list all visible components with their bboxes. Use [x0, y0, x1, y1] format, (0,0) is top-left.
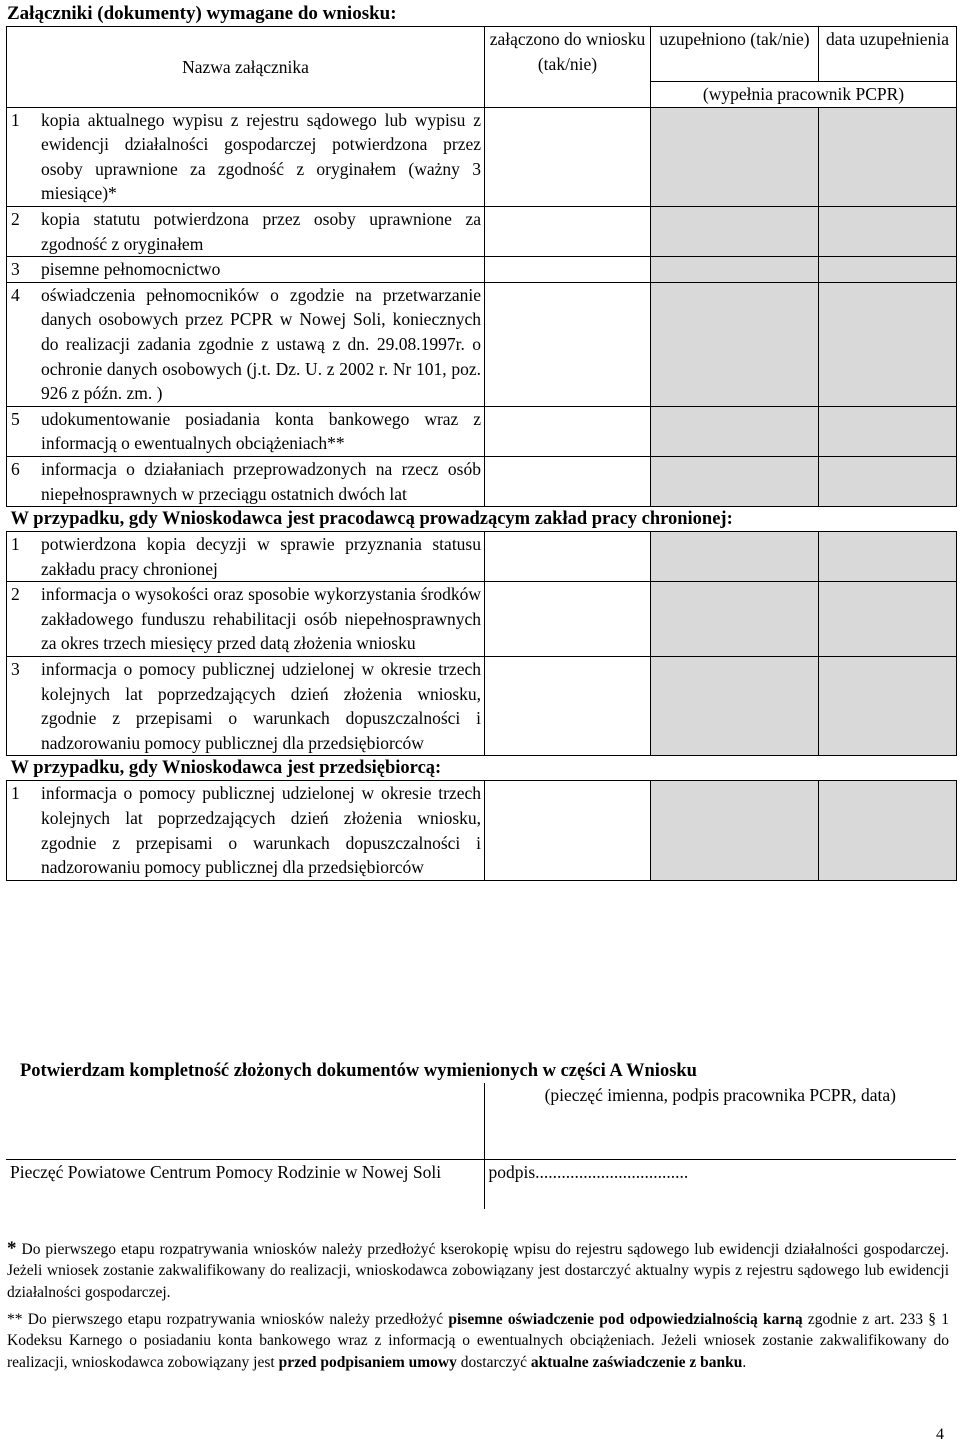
- office-stamp-label: Pieczęć Powiatowe Centrum Pomocy Rodzinie w Nowej Soli: [6, 1159, 484, 1209]
- item-text: potwierdzona kopia decyzji w sprawie przyznania statusu zakładu pracy chronionej: [41, 534, 481, 579]
- item-number: 1: [11, 783, 20, 804]
- section-employer-heading: W przypadku, gdy Wnioskodawca jest pracodawcą prowadzącym zakład pracy chronionej:: [7, 507, 957, 532]
- attachment-row: [7, 582, 957, 657]
- attachment-name-cell: [7, 657, 485, 756]
- item-number: 1: [11, 534, 20, 555]
- completed-cell[interactable]: [651, 406, 819, 456]
- attached-cell[interactable]: [485, 406, 651, 456]
- attached-cell[interactable]: [485, 107, 651, 206]
- attachment-name-cell: [7, 206, 485, 256]
- footnote-two-bold-3: aktualne zaświadczenie z banku: [530, 1353, 743, 1371]
- completed-cell[interactable]: [651, 456, 819, 506]
- attached-cell[interactable]: [485, 657, 651, 756]
- item-text: kopia aktualnego wypisu z rejestru sądowego lub wypisu z ewidencji działalności gospodarczej potwierdzona przez osoby uprawnione za zgodność z oryginałem (ważny 3 miesiące)*: [41, 109, 481, 204]
- date-cell[interactable]: [819, 206, 957, 256]
- attachment-row: [7, 282, 957, 406]
- attachment-row: [7, 456, 957, 506]
- footnote-one-mark: *: [7, 1238, 17, 1259]
- attached-cell[interactable]: [485, 781, 651, 880]
- footnote-two: ** Do pierwszego etapu rozpatrywania wniosków należy przedłożyć pisemne oświadczenie pod odpowiedzialnością karną zgodnie z art. 233 § 1 Kodeksu Karnego o posiadaniu konta bankowego wraz z informacją o ewentualnych obciążeniach. Jeżeli wniosek zostanie zakwalifikowany do realizacji, wnioskodawca zobowiązany jest przed podpisaniem umowy dostarczyć aktualne zaświadczenie z banku.: [7, 1311, 950, 1371]
- item-text: informacja o pomocy publicznej udzielonej w okresie trzech kolejnych lat poprzedzających dzień złożenia wniosku, zgodnie z przepisami o warunkach dopuszczalności i nadzorowaniu pomocy publicznej dla przedsiębiorców: [41, 783, 481, 878]
- attachment-name-cell: [7, 257, 485, 283]
- attached-cell[interactable]: [485, 257, 651, 283]
- item-text: oświadczenia pełnomocników o zgodzie na przetwarzanie danych osobowych przez PCPR w Nowej Soli, koniecznych do realizacji zadania zgodnie z ustawą z dn. 29.08.1997r. o ochronie danych osobowych (j.t. Dz. U. z 2002 r. Nr 101, poz. 926 z późn. zm. ): [41, 284, 481, 404]
- stamp-note: (pieczęć imienna, podpis pracownika PCPR, data): [544, 1085, 896, 1105]
- attachment-name-cell: [7, 282, 485, 406]
- page-title: Załączniki (dokumenty) wymagane do wniosku:: [7, 3, 397, 24]
- item-number: 1: [11, 109, 20, 130]
- attachment-row: [7, 657, 957, 756]
- attachment-row: [7, 781, 957, 880]
- item-number: 3: [11, 659, 20, 680]
- completed-cell[interactable]: [651, 107, 819, 206]
- header-completed: uzupełniono (tak/nie): [651, 27, 819, 82]
- attached-cell[interactable]: [485, 206, 651, 256]
- attachment-row: [7, 107, 957, 206]
- item-text: informacja o wysokości oraz sposobie wykorzystania środków zakładowego funduszu rehabilitacji osób niepełnosprawnych za okres trzech miesięcy przed datą złożenia wniosku: [41, 584, 481, 654]
- completed-cell[interactable]: [651, 582, 819, 657]
- attachment-row: [7, 257, 957, 283]
- attached-cell[interactable]: [485, 582, 651, 657]
- signature-line: podpis...................................: [484, 1159, 956, 1209]
- page-number: 4: [936, 1426, 944, 1443]
- date-cell[interactable]: [819, 456, 957, 506]
- header-name: Nazwa załącznika: [7, 27, 485, 108]
- attachment-row: [7, 406, 957, 456]
- attachment-name-cell: [7, 532, 485, 582]
- attachment-row: [7, 532, 957, 582]
- attachments-table: [6, 26, 957, 881]
- date-cell[interactable]: [819, 582, 957, 657]
- completed-cell[interactable]: [651, 532, 819, 582]
- item-number: 6: [11, 458, 20, 479]
- footnote-two-bold-2: przed podpisaniem umowy: [278, 1353, 457, 1371]
- header-date: data uzupełnienia: [819, 27, 957, 82]
- footnote-two-mark: **: [7, 1311, 23, 1328]
- section-entrepreneur-heading: W przypadku, gdy Wnioskodawca jest przedsiębiorcą:: [7, 756, 957, 781]
- attached-cell[interactable]: [485, 282, 651, 406]
- attachment-name-cell: [7, 406, 485, 456]
- confirmation-block: [6, 1059, 956, 1209]
- item-text: kopia statutu potwierdzona przez osoby uprawnione za zgodność z oryginałem: [41, 208, 481, 254]
- date-cell[interactable]: [819, 282, 957, 406]
- attached-cell[interactable]: [485, 456, 651, 506]
- footnote-one: [7, 1238, 949, 1303]
- date-cell[interactable]: [819, 406, 957, 456]
- staff-note: (wypełnia pracownik PCPR): [651, 82, 957, 108]
- date-cell[interactable]: [819, 657, 957, 756]
- item-text: informacja o pomocy publicznej udzielonej w okresie trzech kolejnych lat poprzedzających dzień złożenia wniosku, zgodnie z przepisami o warunkach dopuszczalności i nadzorowaniu pomocy publicznej dla przedsiębiorców: [41, 659, 481, 753]
- section-employer: [7, 507, 957, 532]
- attachment-name-cell: [7, 582, 485, 657]
- item-text: pisemne pełnomocnictwo: [41, 259, 221, 280]
- completed-cell[interactable]: [651, 781, 819, 880]
- date-cell[interactable]: [819, 532, 957, 582]
- date-cell[interactable]: [819, 107, 957, 206]
- date-cell[interactable]: [819, 781, 957, 880]
- attachment-name-cell: [7, 456, 485, 506]
- completed-cell[interactable]: [651, 282, 819, 406]
- section-entrepreneur: [7, 756, 957, 781]
- completed-cell[interactable]: [651, 657, 819, 756]
- item-number: 5: [11, 408, 20, 429]
- item-number: 3: [11, 259, 20, 280]
- date-cell[interactable]: [819, 257, 957, 283]
- item-number: 2: [11, 208, 20, 229]
- header-attached: załączono do wniosku (tak/nie): [485, 27, 651, 108]
- header-row: [7, 27, 957, 82]
- confirmation-statement: Potwierdzam kompletność złożonych dokumentów wymienionych w części A Wniosku: [20, 1061, 697, 1081]
- item-number: 2: [11, 584, 20, 605]
- item-number: 4: [11, 284, 20, 305]
- completed-cell[interactable]: [651, 206, 819, 256]
- footnote-two-bold-1: pisemne oświadczenie pod odpowiedzialnością karną: [448, 1311, 803, 1328]
- footnote-one-text: Do pierwszego etapu rozpatrywania wniosków należy przedłożyć kserokopię wpisu do rejestru sądowego lub ewidencji działalności gospodarczej. Jeżeli wniosek zostanie zakwalifikowany do realizacji, wnioskodawca zobowiązany jest dostarczyć aktualny wypis z rejestru sądowego lub ewidencji działalności gospodarczej.: [7, 1241, 949, 1301]
- attachment-name-cell: [7, 107, 485, 206]
- attachment-name-cell: [7, 781, 485, 880]
- attached-cell[interactable]: [485, 532, 651, 582]
- stamp-area: [6, 1083, 484, 1159]
- item-text: informacja o działaniach przeprowadzonych na rzecz osób niepełnosprawnych w przeciągu ostatnich dwóch lat: [41, 458, 481, 504]
- completed-cell[interactable]: [651, 257, 819, 283]
- attachment-row: [7, 206, 957, 256]
- item-text: udokumentowanie posiadania konta bankowego wraz z informacją o ewentualnych obciążeniach**: [41, 408, 481, 454]
